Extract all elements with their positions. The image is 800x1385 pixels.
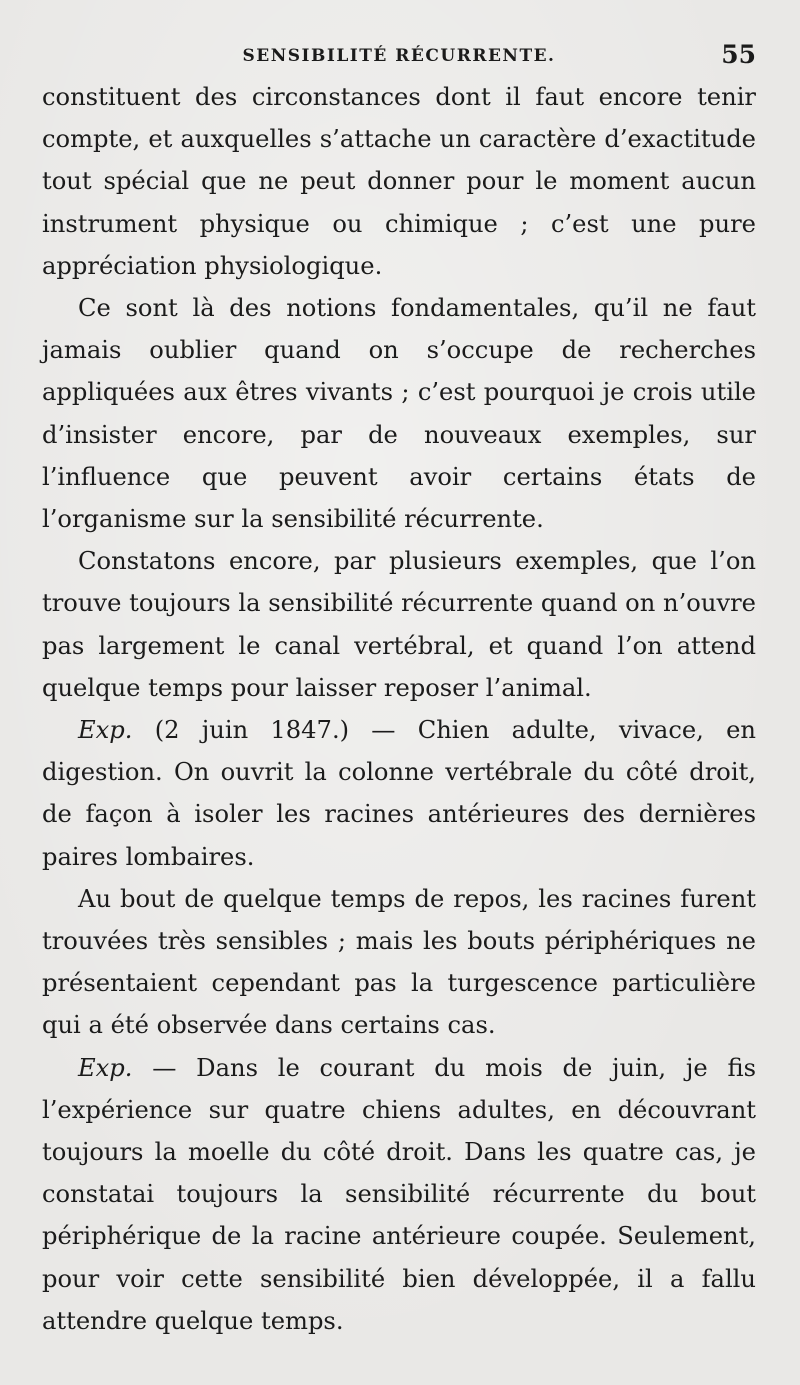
running-title: SENSIBILITÉ RÉCURRENTE. — [242, 46, 556, 66]
paragraph-5 — [42, 878, 756, 1047]
body-text — [42, 76, 756, 1342]
paragraph-5-text: Au bout de quelque temps de repos, les racines furent trouvées très sensibles ; mais les bouts périphériques ne présentaient cependant pas la turgescence particulière qui a été observée dans certains cas. — [42, 884, 756, 1040]
paragraph-6 — [42, 1047, 756, 1342]
paragraph-2-text: Ce sont là des notions fondamentales, qu’il ne faut jamais oublier quand on s’occupe de recherches appliquées aux êtres vivants ; c’est pourquoi je crois utile d’insister encore, par de nouveaux exemples, sur l’influence que peuvent avoir certains états de l’organisme sur la sensibilité récurrente. — [42, 294, 756, 534]
experiment-label: Exp. — [78, 716, 133, 745]
paragraph-3-text: Constatons encore, par plusieurs exemples, que l’on trouve toujours la sensibilité récurrente quand on n’ouvre pas largement le canal vertébral, et quand l’on attend quelque temps pour laisser reposer l’animal. — [42, 547, 756, 702]
paragraph-4 — [42, 709, 756, 878]
page-number: 55 — [721, 40, 756, 69]
running-header — [42, 38, 756, 72]
paragraph-4-text: (2 juin 1847.) — Chien adulte, vivace, en digestion. On ouvrit la colonne vertébrale du côté droit, de façon à isoler les racines antérieures des dernières paires lombaires. — [42, 716, 756, 871]
paragraph-2 — [42, 287, 756, 540]
paragraph-3 — [42, 540, 756, 709]
paragraph-6-text: — Dans le courant du mois de juin, je fis l’expérience sur quatre chiens adultes, en découvrant toujours la moelle du côté droit. Dans les quatre cas, je constatai toujours la sensibilité récurrente du bout périphérique de la racine antérieure coupée. Seulement, pour voir cette sensibilité bien développée, il a fallu attendre quelque temps. — [42, 1053, 756, 1335]
paragraph-1 — [42, 76, 756, 287]
experiment-label: Exp. — [78, 1053, 133, 1082]
paragraph-1-text: constituent des circonstances dont il faut encore tenir compte, et auxquelles s’attache un caractère d’exactitude tout spécial que ne peut donner pour le moment aucun instrument physique ou chimique ; c’est une pure appréciation physiologique. — [42, 83, 756, 280]
